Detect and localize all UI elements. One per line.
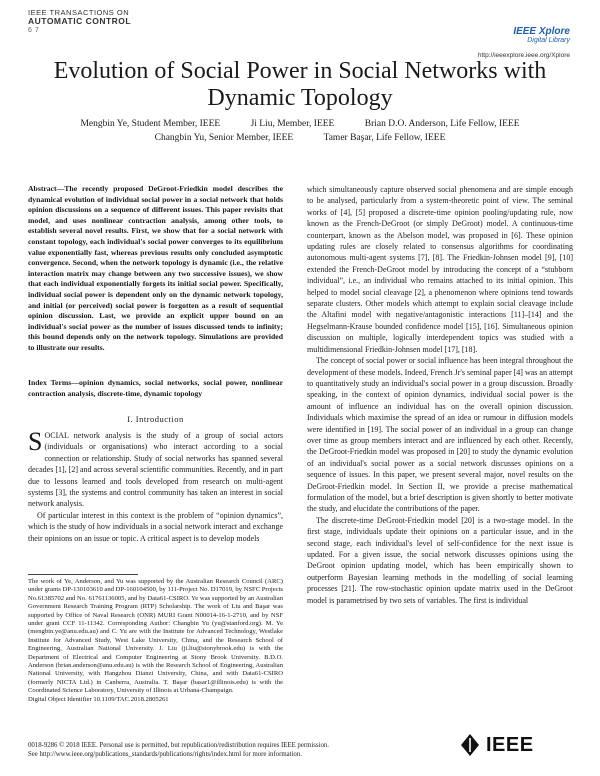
- right-paragraph-1: which simultaneously capture observed social phenomena and are simple enough to be analysed, particularly from a system-theoretic point of view. The seminal works of [4], [5] proposed a discrete-time opinion pooling/updating rule, now known as the French-DeGroot (or simply DeGroot) model. A continuous-time counterpart, known as the Abelson model, was proposed in [6]. These opinion updating rules are closely related to consensus algorithms for coordinating autonomous multi-agent systems [7], [8]. The Friedkin-Johnsen model [9], [10] extended the French-DeGroot model by introducing the concept of a “stubborn individual”, i.e., an individual who remains attached to its initial opinion. This helped to model social cleavage [2], a phenomenon where opinions tend towards separate clusters. Other models which attempt to explain social cleavage include the Altafini model with negative/antagonistic interactions [11]–[14] and the Hegselmann-Krause bounded confidence model [15], [16]. Simultaneous opinion discussion on multiple, logically interdependent topics was studied with a multidimensional Friedkin-Johnsen model [17], [18].: [307, 185, 573, 354]
- abstract: Abstract—The recently proposed DeGroot-Friedkin model describes the dynamical evolution of individual social power in a social network that holds opinion discussions on a sequence of different issues. This paper revisits that model, and uses nonlinear contraction analysis, among other tools, to establish several novel results. First, we show that for a social network with constant topology, each individual's social power converges to its equilibrium value exponentially fast, whereas previous results only concluded asymptotic convergence. Second, when the network topology is dynamic (i.e., the relative interaction matrix may change between any two successive issues), we show that each individual exponentially forgets its initial social power. Specifically, individual social power is dependent only on the dynamic network topology, and initial (or perceived) social power is forgotten as a result of sequential opinion discussion. Last, we provide an explicit upper bound on an individual's social power as the number of issues discussed tends to infinity; this bound depends only on the network topology. Simulations are provided to illustrate our results.: [28, 184, 283, 352]
- intro-paragraph-1: [28, 427, 283, 510]
- journal-name-line2: AUTOMATIC CONTROL: [28, 16, 132, 26]
- author-1: Mengbin Ye, Student Member, IEEE: [80, 119, 221, 129]
- footnote-text: The work of Ye, Anderson, and Yu was supported by the Australian Research Council (ARC) under grants DP-130103610 and DP-160104500, by 111-Project No. D17019, by NSFC Projects No.61385702 and No. 61761136005, and by Data61-CSIRO. Ye was supported by an Australian Government Research Training Program (RTP) Scholarship. The work of Liu and Başar was supported by Office of Naval Research (ONR) MURI Grant N00014-16-1-2710, and by NSF under grant CCF 11-11342. Corresponding Author: Changbin Yu (yu@stanford.org). M. Ye (mengbin.ye@anu.edu.au) and C. Yu are with the Institute for Advanced Technology, Westlake Institute for Advanced Study, West Lake University, China, and the Research School of Engineering, Australian National University. J. Liu (ji.liu@stonybrook.edu) is with the Department of Electrical and Computer Engineering at Stony Brook University. B.D.O. Anderson (brian.anderson@anu.edu.au) is with the Research School of Engineering, Australian National University, with Hangzhou Dianzi University, China, and with Data61-CSIRO (formerly NICTA Ltd.) in Canberra, Australia. T. Başar (basar1@illinois.edu) is with the Coordinated Science Laboratory, University of Illinois at Urbana-Champaign.: [28, 578, 283, 695]
- ieee-xplore-badge[interactable]: [478, 26, 570, 59]
- copyright-notice: [28, 742, 448, 759]
- xplore-url[interactable]: http://ieeexplore.ieee.org/Xplore: [477, 52, 570, 59]
- intro-paragraph-2: Of particular interest in this context is the problem of “opinion dynamics”, which is the study of how individuals in a social network interact and exchange their opinions on an issue or topic. A critical aspect is to develop models: [28, 510, 283, 543]
- introduction-text: [28, 427, 283, 544]
- author-3: Brian D.O. Anderson, Life Fellow, IEEE: [364, 119, 520, 129]
- journal-name-line3: 6 7: [28, 27, 40, 34]
- footnote-rule: [28, 574, 138, 575]
- journal-name-line1: IEEE TRANSACTIONS ON: [28, 8, 130, 17]
- section-heading: I. Introduction: [127, 414, 184, 424]
- author-5: Tamer Başar, Life Fellow, IEEE: [323, 133, 446, 143]
- paper-title: Evolution of Social Power in Social Networks with Dynamic Topology: [53, 58, 547, 111]
- right-paragraph-3: The discrete-time DeGroot-Friedkin model [20] is a two-stage model. In the first stage, individuals update their opinions on a particular issue, and in the second stage, each individual's level of self-confidence for the next issue is updated. For a given issue, the social network discusses opinions using the DeGroot opinion updating model, which has been empirically shown to outperform Bayesian learning methods in the modelling of social learning processes [21]. The row-stochastic opinion update matrix used in the DeGroot model is parametrised by two sets of variables. The first is individual: [307, 515, 573, 605]
- journal-header: [28, 8, 131, 35]
- xplore-brand: IEEE Xplore: [513, 26, 570, 37]
- author-2: Ji Liu, Member, IEEE: [250, 119, 335, 129]
- ieee-diamond-icon: [460, 733, 480, 757]
- copyright-line-1: 0018-9286 © 2018 IEEE. Personal use is permitted, but republication/redistribution requires IEEE permission.: [28, 742, 329, 749]
- ieee-logo-text: IEEE: [486, 733, 534, 756]
- footnote: [28, 578, 283, 704]
- drop-cap: S: [28, 427, 43, 456]
- copyright-line-2[interactable]: See http://www.ieee.org/publications_standards/publications/rights/index.html for more information.: [28, 750, 302, 758]
- author-list: [30, 117, 570, 145]
- ieee-logo: [460, 733, 570, 757]
- right-paragraph-2: The concept of social power or social influence has been integral throughout the development of these models. Indeed, French Jr's seminal paper [4] was an attempt to quantitatively study an individual's social power in a group discussion. Broadly speaking, in the context of opinion dynamics, individual social power is the amount of influence an individual has on the overall opinion discussion. Individuals which maximise the spread of an idea or rumour in diffusion models were identified in [19]. The social power of an individual in a group can change over time as group members interact and are influenced by each other. Recently, the DeGroot-Friedkin model was proposed in [20] to study the dynamic evolution of an individual's social power as a social network discusses opinions on a sequence of issues. In this paper, we present several major, novel results on the DeGroot-Friedkin model. In Section II, we provide a precise mathematical formulation of the model, but a brief description is given shortly to better motivate the study, and elucidate the contributions of the paper.: [307, 356, 573, 514]
- index-terms: Index Terms—opinion dynamics, social networks, social power, nonlinear contraction analysis, discrete-time, dynamic topology: [28, 378, 283, 398]
- right-column-text: [307, 184, 573, 606]
- author-line-2: [30, 131, 570, 145]
- doi: Digital Object Identifier 10.1109/TAC.2018.2805261: [28, 695, 169, 703]
- xplore-subtitle: Digital Library: [527, 37, 570, 44]
- author-line-1: [30, 117, 570, 131]
- intro-paragraph-1-text: OCIAL network analysis is the study of a group of social actors (individuals or organisations) who interact according to a social connection or relationship. Study of social networks has spanned several decades [1], [2] and across several scientific communities. Recently, and in part due to lessons learned and tools developed from research on multi-agent systems [3], the systems and control community has taken an interest in social network analysis.: [28, 431, 283, 509]
- author-4: Changbin Yu, Senior Member, IEEE: [154, 133, 294, 143]
